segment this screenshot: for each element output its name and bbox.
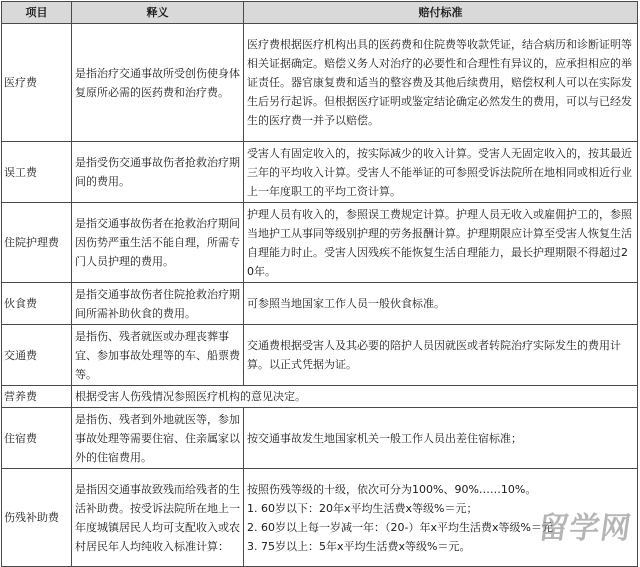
standard-line: 2. 60岁以上每一岁减一年：（20-）年x平均生活费x等级%＝元 [247, 520, 553, 534]
row-definition: 是指治疗交通事故所受创伤使身体复原所必需的医药费和治疗费。 [72, 24, 244, 142]
header-standard: 赔付标准 [244, 2, 638, 24]
row-standard-lines [244, 469, 638, 567]
compensation-table-wrapper [1, 1, 638, 567]
row-definition: 是指伤、残者就医或办理丧葬事宜、参加事故处理等的车、船票费等。 [72, 325, 244, 386]
row-item: 营养费 [2, 386, 72, 408]
standard-line: 按照伤残等级的十级，依次可分为100%、90%……10%。 [247, 482, 537, 496]
row-standard: 医疗费根据医疗机构出具的医药费和住院费等收款凭证，结合病历和诊断证明等相关证据确定。赔偿义务人对治疗的必要性和合理性有异议的，应承担相应的举证责任。器官康复费和适当的整容费及其他后续费用，赔偿权利人可以在实际发生后另行起诉。但根据医疗证明或鉴定结论确定必然发生的费用，可以与已经发生的医疗费一并予以赔偿。 [244, 24, 638, 142]
row-standard: 交通费根据受害人及其必要的陪护人员因就医或者转院治疗实际发生的费用计算。以正式凭据为证。 [244, 325, 638, 386]
table-row-medical [2, 24, 638, 142]
header-item: 项目 [2, 2, 72, 24]
row-item: 伙食费 [2, 283, 72, 325]
header-definition: 释义 [72, 2, 244, 24]
site-watermark: 留学网 [536, 511, 634, 546]
row-standard: 受害人有固定收入的，按实际减少的收入计算。受害人无固定收入的，按其最近三年的平均收入计算。受害人不能举证的可参照受诉法院所在地相同或相近行业上一年度职工的平均工资计算。 [244, 142, 638, 203]
table-row-meals [2, 283, 638, 325]
row-item: 伤残补助费 [2, 469, 72, 567]
row-definition: 是指交通事故伤者在抢救治疗期间因伤势严重生活不能自理，所需专门人员护理的费用。 [72, 203, 244, 283]
row-definition: 是指交通事故伤者住院抢救治疗期间所需补助伙食的费用。 [72, 283, 244, 325]
row-item: 误工费 [2, 142, 72, 203]
row-item: 住宿费 [2, 408, 72, 469]
row-standard: 按交通事故发生地国家机关一般工作人员出差住宿标准； [244, 408, 638, 469]
row-item: 交通费 [2, 325, 72, 386]
table-row-nursing [2, 203, 638, 283]
table-row-transport [2, 325, 638, 386]
standard-line: 3. 75岁以上：5年x平均生活费x等级%＝元。 [247, 539, 471, 553]
table-row-lost-wages [2, 142, 638, 203]
standard-line: 1. 60岁以下：20年x平均生活费x等级%＝元； [247, 501, 478, 515]
table-row-lodging [2, 408, 638, 469]
row-standard: 护理人员有收入的，参照误工费规定计算。护理人员无收入或雇佣护工的，参照当地护工从事同等级别护理的劳务报酬计算。护理期限应计算至受害人恢复生活自理能力时止。受害人因残疾不能恢复生活自理能力，最长护理期限不得超过20年。 [244, 203, 638, 283]
table-header-row [2, 2, 638, 24]
row-item: 医疗费 [2, 24, 72, 142]
row-definition: 根据受害人伤残情况参照医疗机构的意见决定。 [72, 386, 638, 408]
table-row-disability [2, 469, 638, 567]
row-item: 住院护理费 [2, 203, 72, 283]
row-standard: 可参照当地国家工作人员一般伙食标准。 [244, 283, 638, 325]
row-definition: 是指因交通事故致残而给残者的生活补助费。按受诉法院所在地上一年度城镇居民人均可支配收入或农村居民年人均纯收入标准计算： [72, 469, 244, 567]
compensation-table [1, 1, 638, 567]
table-row-nutrition [2, 386, 638, 408]
row-definition: 是指伤、残者到外地就医等，参加事故处理等需要住宿、住亲属家以外的住宿费用。 [72, 408, 244, 469]
row-definition: 是指受伤交通事故伤者抢救治疗期间的费用。 [72, 142, 244, 203]
